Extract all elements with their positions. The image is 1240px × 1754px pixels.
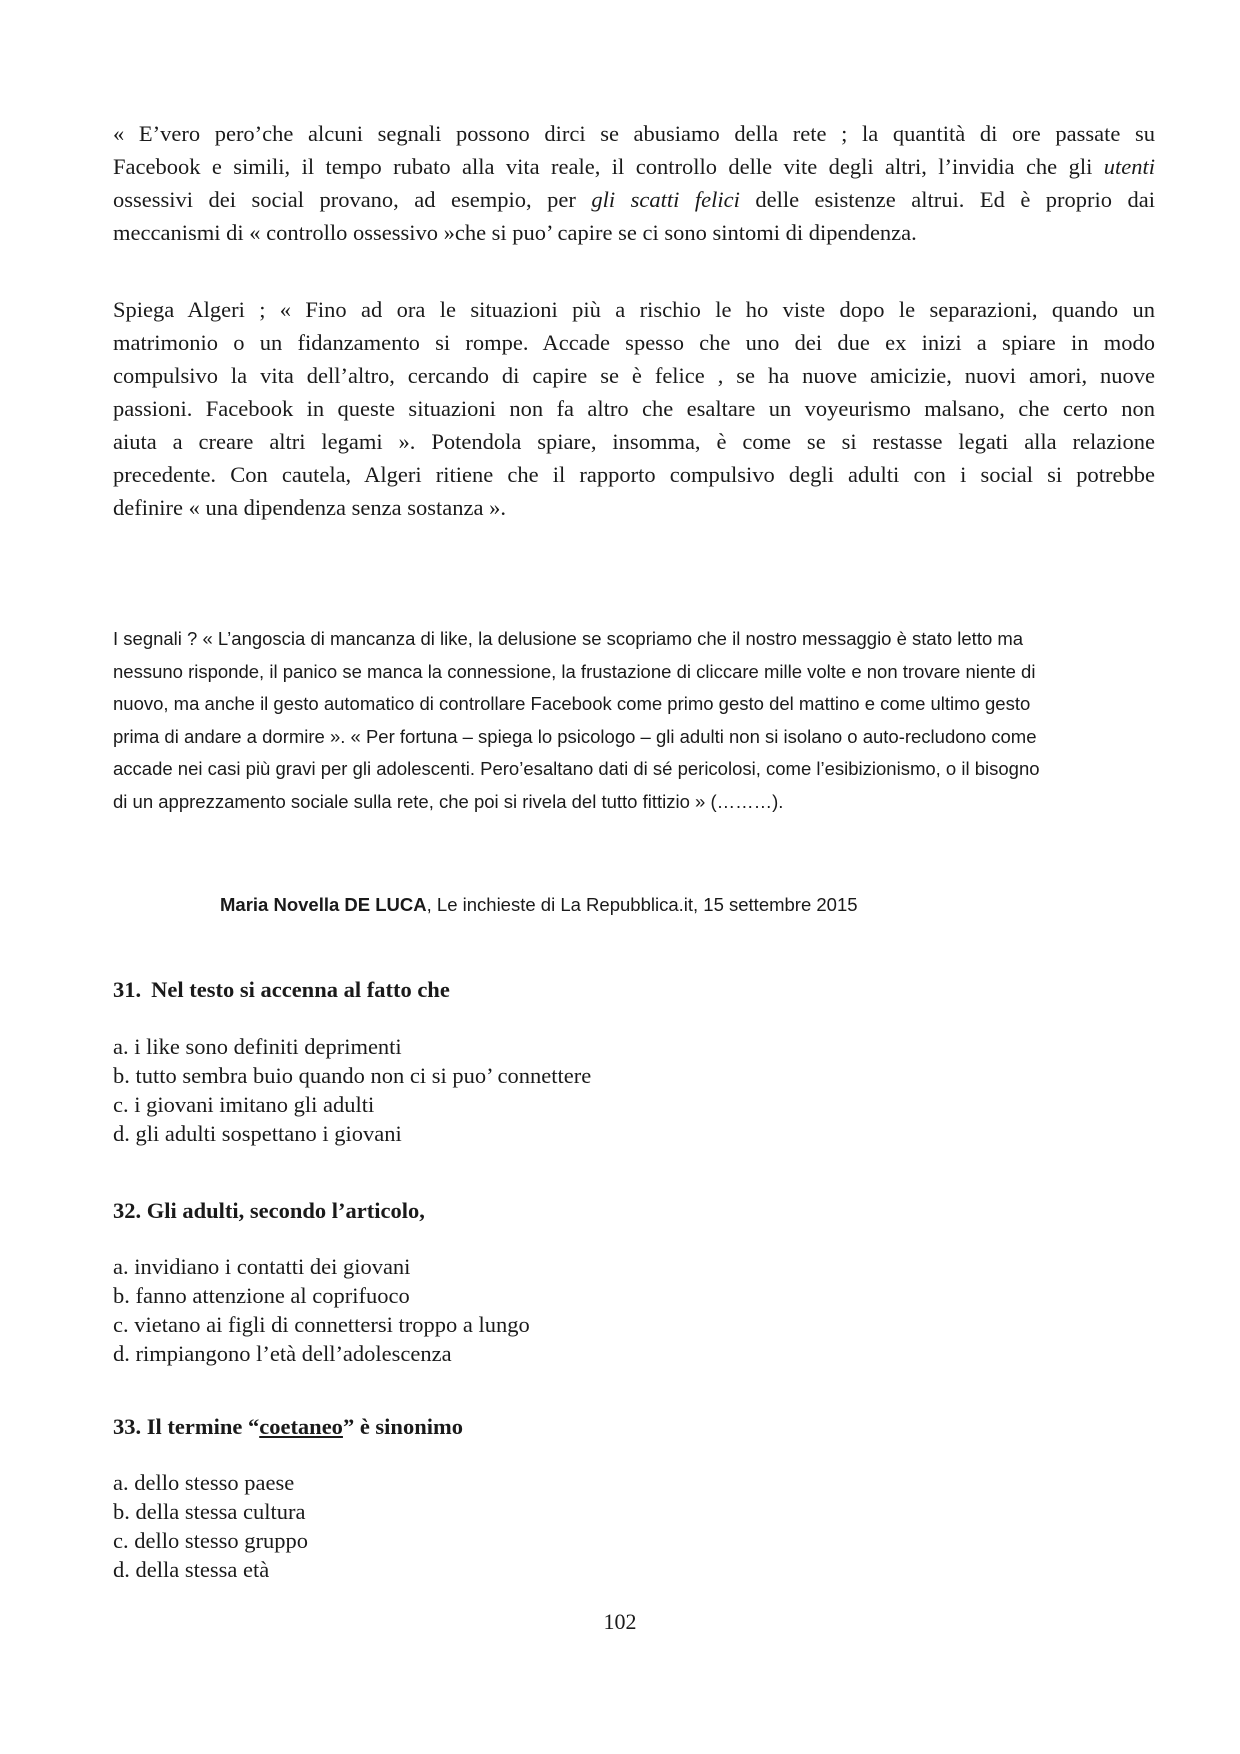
underlined-term: coetaneo xyxy=(259,1414,343,1439)
italic-term: gli scatti felici xyxy=(591,187,740,212)
paragraph-line: matrimonio o un fidanzamento si rompe. Accade spesso che uno dei due ex inizi a spiare in modo xyxy=(113,330,1155,355)
quote-line: I segnali ? « L’angoscia di mancanza di like, la delusione se scopriamo che il nostro messaggio è stato letto ma xyxy=(113,628,1024,649)
quote-line: prima di andare a dormire ». « Per fortuna – spiega lo psicologo – gli adulti non si isolano o auto-recludono come xyxy=(113,725,1037,747)
question-33-title xyxy=(113,1412,463,1442)
option-d: d. rimpiangono l’età dell’adolescenza xyxy=(113,1341,452,1366)
quote-line: nessuno risponde, il panico se manca la connessione, la frustazione di cliccare mille volte e non trovare niente di xyxy=(113,660,1036,682)
question-number: 32. xyxy=(113,1198,142,1223)
paragraph-algeri xyxy=(113,293,1155,524)
paragraph-abuse-signals xyxy=(113,117,1155,249)
option-a: a. invidiano i contatti dei giovani xyxy=(113,1254,411,1279)
paragraph-line: aiuta a creare altri legami ». Potendola spiare, insomma, è come se si restasse legati alla relazione xyxy=(113,429,1155,454)
paragraph-line-text: ossessivi dei social provano, ad esempio, per xyxy=(113,187,576,212)
quote-line: nuovo, ma anche il gesto automatico di controllare Facebook come primo gesto del mattino e come ultimo gesto xyxy=(113,693,1031,714)
paragraph-line-text: Facebook e simili, il tempo rubato alla vita reale, il controllo delle vite degli altri, l’invidia che gli xyxy=(113,154,1093,179)
paragraph-line: Spiega Algeri ; « Fino ad ora le situazioni più a rischio le ho viste dopo le separazioni, quando un xyxy=(113,297,1155,322)
italic-term: utenti xyxy=(1103,154,1156,179)
paragraph-line: « E’vero pero’che alcuni segnali possono dirci se abusiamo della rete ; la quantità di ore passate su xyxy=(113,121,1155,146)
option-d: d. della stessa età xyxy=(113,1557,270,1582)
citation-source: , Le inchieste di La Repubblica.it, 15 settembre 2015 xyxy=(426,894,858,915)
question-31-title xyxy=(113,975,450,1005)
page-number: 102 xyxy=(603,1609,637,1634)
option-b: b. della stessa cultura xyxy=(113,1499,306,1524)
question-text: Nel testo si accenna al fatto che xyxy=(151,977,450,1002)
paragraph-line: precedente. Con cautela, Algeri ritiene che il rapporto compulsivo degli adulti con i social si potrebbe xyxy=(113,462,1155,487)
question-33-options xyxy=(113,1468,308,1584)
quote-paragraph xyxy=(113,623,1158,818)
question-number: 33. xyxy=(113,1414,142,1439)
option-c: c. i giovani imitano gli adulti xyxy=(113,1092,375,1117)
question-text: ” è sinonimo xyxy=(342,1414,463,1439)
question-text: Il termine “ xyxy=(146,1414,260,1439)
question-32-title xyxy=(113,1196,425,1226)
option-b: b. fanno attenzione al coprifuoco xyxy=(113,1283,410,1308)
paragraph-line-text: delle esistenze altrui. Ed è proprio dai xyxy=(755,187,1156,212)
question-31-options xyxy=(113,1032,591,1148)
quote-line: accade nei casi più gravi per gli adolescenti. Pero’esaltano dati di sé pericolosi, come l’esibizionismo, o il bisogno xyxy=(113,758,1040,779)
option-c: c. vietano ai figli di connettersi troppo a lungo xyxy=(113,1312,530,1337)
question-number: 31. xyxy=(113,977,142,1002)
paragraph-line xyxy=(113,150,1155,183)
question-text: Gli adulti, secondo l’articolo, xyxy=(146,1198,425,1223)
option-a: a. dello stesso paese xyxy=(113,1470,295,1495)
option-b: b. tutto sembra buio quando non ci si puo’ connettere xyxy=(113,1063,592,1088)
paragraph-line: compulsivo la vita dell’altro, cercando di capire se è felice , se ha nuove amicizie, nuovi amori, nuove xyxy=(113,363,1155,388)
citation xyxy=(220,892,858,918)
paragraph-line: passioni. Facebook in queste situazioni non fa altro che esaltare un voyeurismo malsano, che certo non xyxy=(113,396,1155,421)
option-a: a. i like sono definiti deprimenti xyxy=(113,1034,402,1059)
question-32-options xyxy=(113,1252,530,1368)
option-d: d. gli adulti sospettano i giovani xyxy=(113,1121,402,1146)
citation-author: Maria Novella DE LUCA xyxy=(220,894,427,915)
paragraph-line xyxy=(113,183,1155,216)
paragraph-line: meccanismi di « controllo ossessivo »che si puo’ capire se ci sono sintomi di dipendenza. xyxy=(113,220,917,245)
quote-line: di un apprezzamento sociale sulla rete, che poi si rivela del tutto fittizio » (………). xyxy=(113,790,784,812)
paragraph-line: definire « una dipendenza senza sostanza ». xyxy=(113,495,506,520)
option-c: c. dello stesso gruppo xyxy=(113,1528,308,1553)
